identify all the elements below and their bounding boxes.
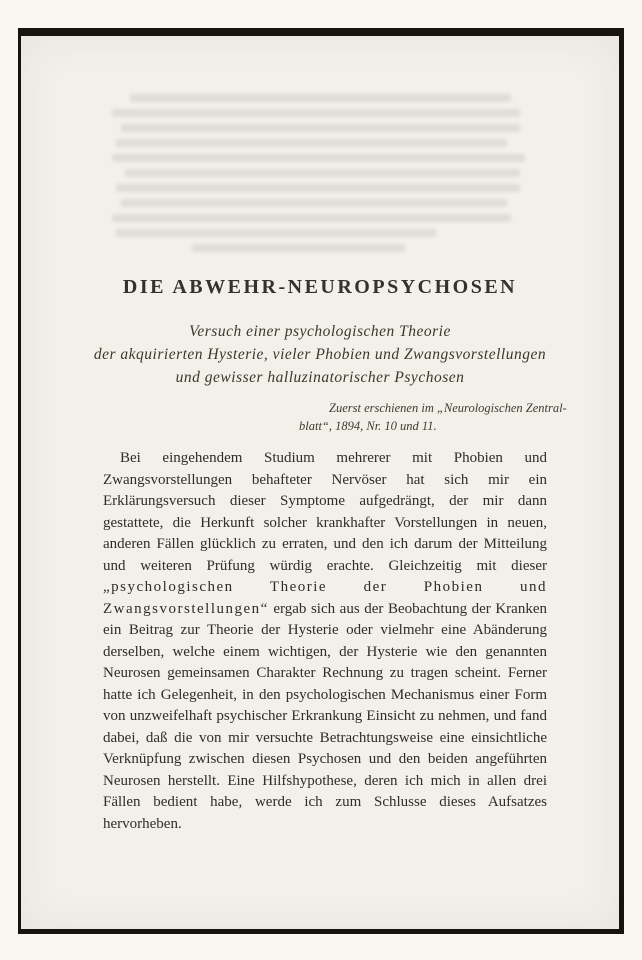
showthrough-line (116, 184, 520, 192)
showthrough-line (130, 94, 512, 102)
showthrough-line (192, 244, 405, 252)
book-page (18, 28, 624, 934)
subtitle (61, 320, 579, 389)
body-paragraph (103, 448, 547, 835)
source-note (299, 400, 567, 435)
showthrough-line (116, 139, 507, 147)
page-title: DIE ABWEHR-NEUROPSYCHOSEN (122, 276, 518, 298)
showthrough-line (112, 109, 520, 117)
subtitle-line: Versuch einer psychologischen Theorie (189, 323, 451, 340)
showthrough-line (116, 229, 436, 237)
page-showthrough (103, 94, 547, 259)
source-note-line: Zuerst erschienen im „Neurologischen Zentral- (329, 401, 567, 415)
paragraph-emphasis: „psychologischen Theorie der Phobien und Zwangsvorstellungen“ (103, 579, 547, 617)
paragraph-part1: Bei eingehendem Studium mehrerer mit Phobien und Zwangsvorstellungen behafteter Nervöser hat sich mir ein Erklärungsversuch dieser Symptome aufgedrängt, der mir dann gestattete, die Herkunft solcher krankhafter Vorstellungen in neuen, anderen Fällen glücklich zu erraten, und den ich darum der Mitteilung und weiteren Prüfung würdig erachte. Gleichzeitig mit dieser (103, 450, 547, 574)
showthrough-line (121, 199, 507, 207)
showthrough-line (121, 124, 521, 132)
subtitle-line: der akquirierten Hysterie, vieler Phobien und Zwangsvorstellungen (93, 346, 547, 363)
showthrough-line (112, 214, 512, 222)
paragraph-part2: ergab sich aus der Beobachtung der Kranken ein Beitrag zur Theorie der Hysterie oder vielmehr eine Abänderung derselben, welche einem wichtigen, der Hysterie wie den genannten Neurosen gemeinsamen Charakter Rechnung zu tragen scheint. Ferner hatte ich Gelegenheit, in den psychologischen Mechanismus einer Form von unzweifelhaft psychischer Erkrankung Einsicht zu nehmen, und fand dabei, daß die von mir versuchte Betrachtungsweise eine einsichtliche Verknüpfung zwischen diesen Psychosen und den beiden angeführten Neurosen herstellt. Eine Hilfshypothese, deren ich mich in allen drei Fällen bedient habe, werde ich zum Schlusse dieses Aufsatzes hervorheben. (103, 600, 547, 832)
showthrough-line (112, 154, 525, 162)
subtitle-line: und gewisser halluzinatorischer Psychosen (175, 369, 465, 386)
source-note-line: blatt“, 1894, Nr. 10 und 11. (299, 418, 437, 433)
showthrough-line (125, 169, 520, 177)
